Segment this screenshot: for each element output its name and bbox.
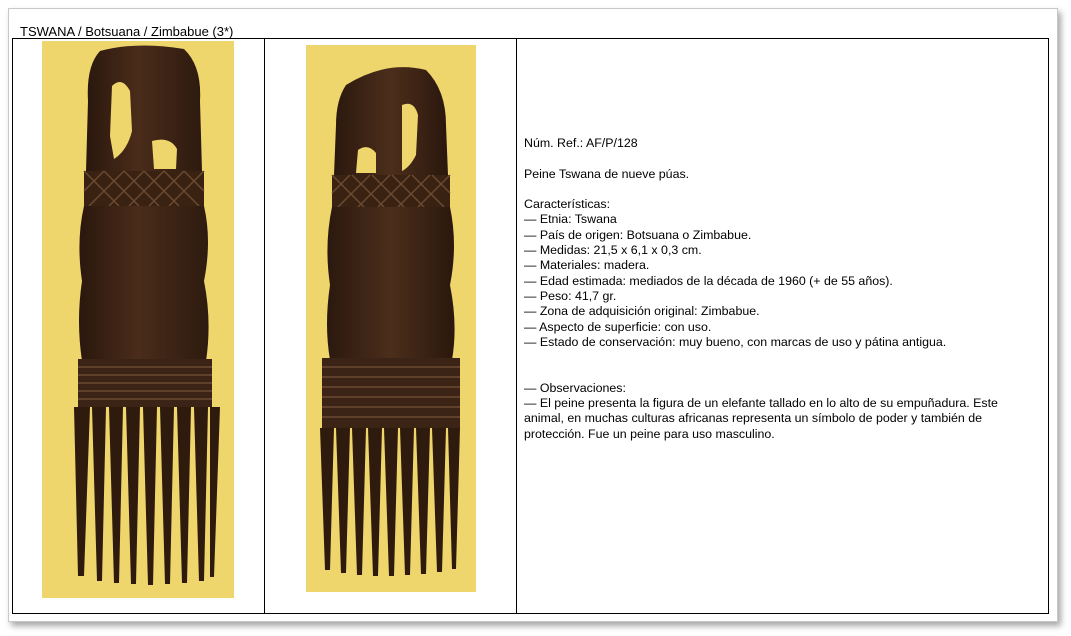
feature-item: — Etnia: Tswana (524, 212, 617, 227)
comb-back-image (306, 45, 476, 592)
observations-heading: — Observaciones: (524, 380, 626, 395)
summary-line: Peine Tswana de nueve púas. (524, 166, 690, 181)
feature-item: — Zona de adquisición original: Zimbabue. (524, 304, 760, 319)
feature-item: — País de origen: Botsuana o Zimbabue. (524, 227, 752, 242)
description-cell (517, 39, 1048, 613)
features-heading: Características: (524, 197, 611, 212)
description-text (524, 136, 1038, 442)
photo-cell-front (13, 39, 265, 613)
feature-item: — Edad estimada: mediados de la década de 1960 (+ de 55 años). (524, 273, 893, 288)
catalog-table (12, 38, 1049, 614)
feature-item: — Materiales: madera. (524, 258, 650, 273)
observations-text: — El peine presenta la figura de un elefante tallado en lo alto de su empuñadura. Este animal, en muchas culturas africanas representa un símbolo de poder y también de protección. Fue un peine para uso masculino. (524, 396, 998, 441)
feature-item: — Aspecto de superficie: con uso. (524, 319, 712, 334)
comb-back-photo (306, 45, 476, 592)
feature-item: — Medidas: 21,5 x 6,1 x 0,3 cm. (524, 243, 702, 258)
feature-item: — Estado de conservación: muy bueno, con marcas de uso y pátina antigua. (524, 334, 947, 349)
feature-item: — Peso: 41,7 gr. (524, 288, 617, 303)
photo-cell-back (265, 39, 517, 613)
reference-number: Núm. Ref.: AF/P/128 (524, 136, 638, 150)
document-title: TSWANA / Botsuana / Zimbabue (3*) (20, 24, 234, 39)
comb-front-image (42, 41, 234, 598)
document-page (8, 8, 1058, 622)
comb-front-photo (42, 41, 234, 598)
